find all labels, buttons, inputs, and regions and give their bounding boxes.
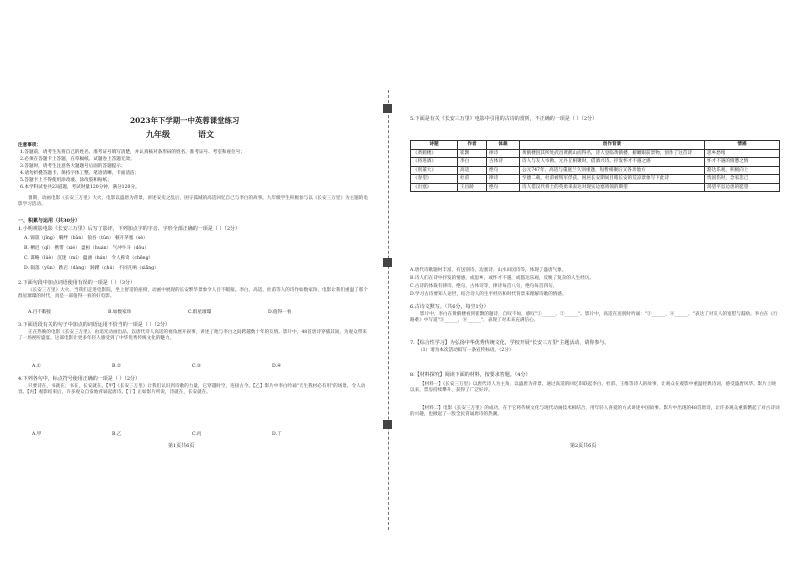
q3-option-d: D.④ <box>272 364 282 369</box>
table-cell: 崔颢 <box>458 149 487 158</box>
table-cell: 黄鹤楼因其所处武昌黄鹤山而得名，诗人登临黄鹤楼，俯瞰眼前景物，创作了这首诗 <box>520 149 705 158</box>
q5-option-a: A.唐代诗歌题材丰富，有送别诗、边塞诗、山水田园诗等，体现了盛唐气象。 <box>410 268 567 273</box>
question-6: 6.古诗文默写。（共6分，每空1分） <box>410 304 489 310</box>
exam-grade: 九年级 <box>146 129 170 139</box>
notice-heading: 注意事项： <box>18 143 41 148</box>
q1-option-c: C. 谋略（lüè） 沉迷（mí） 蕴涵（hán） 令人称奇（chēng） <box>24 256 154 261</box>
q3-option-a: A.① <box>32 364 41 369</box>
notice-item: 6.本学科试卷共23道题，考试时量120分钟，满分120分。 <box>20 185 140 190</box>
table-row <box>411 175 780 184</box>
q2-option-d: D.值得一看 <box>268 310 292 315</box>
material-2: 【材料二】电影《长安三万里》的成功，在于它将传统文化与现代动画技术相结合，用年轻人喜爱的方式讲述中国故事。影片中出现的48首唐诗，让许多观众重新燃起了对古诗词的兴趣，也掀起了一股全民背诵唐诗的热潮。 <box>410 406 780 418</box>
q4-option-c: C.丙 <box>192 432 202 437</box>
table-cell: 《春望》 <box>411 175 458 184</box>
section-heading: 一、积累与运用（共30分） <box>18 218 80 224</box>
table-row <box>411 158 780 167</box>
table-cell: 《将进酒》 <box>411 158 458 167</box>
binding-mark <box>383 104 392 113</box>
table-cell: 古体诗 <box>487 158 520 167</box>
table-cell: 忧国伤时，念家悲己 <box>705 175 780 184</box>
poem-table <box>410 140 780 192</box>
q1-option-b: B. 栖迟（qī） 携带（xié） 盘桓（huán） 气冲牛斗（dǒu） <box>24 246 149 251</box>
table-cell: 诗人借汉代将士的英勇来表达对现实边塞将领的期望 <box>520 183 705 192</box>
material-1: 【材料一】《长安三万里》以唐代诗人为主角，以盛唐为背景，通过高适的回忆串联起李白、杜甫、王维等诗人的故事，让观众在观影中重温经典诗词，感受盛唐风华。影片上映以来，票房持续攀升，获得了广泛好评。 <box>410 382 777 394</box>
question-3: 3.下面语段有关的句子中加点的词语运用不恰当的一项是（ ）（2分） <box>18 322 171 328</box>
q5-option-d: D.学习古诗要知人论世，结合诗人的生平经历和时代背景来理解诗歌的情感。 <box>410 292 567 297</box>
q2-option-b: B.如数家珍 <box>108 310 132 315</box>
q4-option-d: D.丁 <box>272 432 282 437</box>
exam-title: 2023年下学期一中英蓉课堂练习 <box>130 116 240 125</box>
question-7: 7.【综合性学习】为弘扬中华优秀传统文化，学校开展"长安三万里"主题活动，请你参与。 <box>410 340 610 346</box>
q1-option-a: A. 锦簇（jǐng） 羁绊（bàn） 狼吞（tūn） 顿开茅塞（sè） <box>24 236 148 241</box>
page-footer-right: 第2页共6页 <box>570 443 597 449</box>
q4-passage: 只要诗在，书就在；书在，长安就在。【甲】《长安三万里》让我们认识到诗歌的力量，它穿越时空，连接古今。【乙】影片中李白吟诵"天生我材必有用"的场景，令人动容。【丙】观影结束后，许多观众自发地背诵起唐诗。【丁】正如影片所说，诗就在，长安就在。 <box>18 384 366 396</box>
intro-paragraph: 暑期，动画电影《长安三万里》大火，电影以盛唐为背景，讲述安史之乱后，困守孤城的高适回忆自己与李白的故事。九年级学生积极参与以《长安三万里》为主题的电影学习活动。 <box>18 196 368 208</box>
notice-item: 1.答题前，请考生先将自己的姓名、准考证号填写清楚，并认真核对条形码的姓名、准考证号、考室和座位号； <box>20 150 245 155</box>
table-header-cell: 体裁 <box>487 141 520 150</box>
table-cell: 高适 <box>458 166 487 175</box>
q2-option-a: A.目不暇接 <box>28 310 52 315</box>
question-8: 8.【材料探究】阅读下面的材料，按要求答题。（4分） <box>410 372 531 378</box>
q5-option-c: C.古诗的体裁有律诗、绝句、古体诗等，律诗每首八句，绝句每首四句。 <box>410 284 558 289</box>
page-footer-left: 第1页共6页 <box>168 443 195 449</box>
table-cell: 公元747年，高适与董庭兰久别重逢，短暂相聚后又各奔他方 <box>520 166 705 175</box>
table-cell: 王昌龄 <box>458 183 487 192</box>
table-cell: 绝句 <box>487 183 520 192</box>
table-cell: 《出塞》 <box>411 183 458 192</box>
notice-item: 5.答题卡上不得使用涂改液、涂改胶和贴纸； <box>20 178 112 183</box>
table-row <box>411 166 780 175</box>
q5-option-b: B.诗人们在诗中抒发的情感，或思乡，或怀才不遇，或豁达乐观，反映了复杂的人生经历。 <box>410 276 594 281</box>
question-4: 4.下列各句中，标点符号使用正确的一项是（ ）（2分） <box>18 376 141 382</box>
left-page <box>18 0 370 561</box>
table-cell: 《别董大》 <box>411 166 458 175</box>
table-cell: 思乡愁绪 <box>705 149 780 158</box>
q7-subquestion: （1）请为本次活动拟写一条宣传标语。（2分） <box>418 348 514 353</box>
q4-option-a: A.甲 <box>32 432 42 437</box>
notice-item: 2.必须在答题卡上答题，在草稿纸、试题卷上答题无效； <box>20 157 135 162</box>
q3-passage: 正在热映的电影《长安三万里》，由追光动画出品，以唐代诗人高适的视角展开叙事，讲述了他与李白之间跨越数十年的友情。影片中，48首唐诗穿插其间，为观众带来了一场视听盛宴。这部电影让更多年轻人感受到了中华优秀传统文化的魅力。 <box>18 330 367 342</box>
table-header-cell: 诗题 <box>411 141 458 150</box>
table-cell: 《黄鹤楼》 <box>411 149 458 158</box>
q4-option-b: B.乙 <box>112 432 122 437</box>
table-cell: 律诗 <box>487 149 520 158</box>
notice-item: 4.请勿折叠答题卡，保持字体工整、笔迹清晰、卡面清洁； <box>20 171 140 176</box>
exam-subject: 语文 <box>198 129 214 139</box>
table-header-cell: 创作背景 <box>520 141 705 150</box>
q2-option-c: C.群星璀璨 <box>188 310 212 315</box>
q2-passage: 《长安三万里》大火，当我们走进电影院，坐上舒适的座椅，动画中展现的长安繁华景象令人目不暇接。李白、高适、杜甫等人的诗作如数家珍，电影让我们重温了那个群星璀璨的时代，真是一部值得一看的好电影。 <box>18 288 368 300</box>
table-cell: 绝句 <box>487 166 520 175</box>
table-cell: 豁达乐观，积极向上 <box>705 166 780 175</box>
question-1: 1.小明观影电影《长安三万里》后写了影评，下列加点字的字音、字形全部正确的一项是（ ）（2分） <box>18 226 241 232</box>
fold-line <box>388 90 390 530</box>
question-2: 2.下面句段中加点词语使用有误的一项是（ ）（3分） <box>18 280 136 286</box>
table-cell: 渴望平息边患的愿望 <box>705 183 780 192</box>
table-row <box>411 183 780 192</box>
table-header-cell: 作者 <box>458 141 487 150</box>
table-cell: 杜甫 <box>458 175 487 184</box>
table-cell: 怀才不遇的愤懑之情 <box>705 158 780 167</box>
table-cell: 至德二载，杜甫被叛军俘获，困居长安期间目睹长安的荒凉景象写下此诗 <box>520 175 705 184</box>
q6-passage: 影片中，李白在黄鹤楼看到崔颢的题诗，自叹不如，感叹"①______，②______"。影片中，高适在送别时吟诵："③______，④______。"表达了对友人的宽慰与鼓励。李白在《行路难》中写道"⑤______，⑥______"，表现了对未来充满信心。 <box>410 312 778 324</box>
table-cell: 李白 <box>458 158 487 167</box>
table-header-row <box>411 141 780 150</box>
table-cell: 诗人与友人岑勋、元丹丘相聚时，借酒兴诗，抒发怀才不遇之感 <box>520 158 705 167</box>
notice-item: 3.答题时，请考生注意各大题题号后面的答题提示； <box>20 164 126 169</box>
table-row <box>411 149 780 158</box>
question-5: 5.下面是有关《长安三万里》电影中引用的古诗的赏析，不正确的一项是（ ）（2分） <box>410 116 598 122</box>
q3-option-c: C.③ <box>192 364 201 369</box>
binding-mark <box>383 420 392 429</box>
q3-option-b: B.② <box>112 364 121 369</box>
table-cell: 律诗 <box>487 175 520 184</box>
q1-option-d: D. 陨落（yǔn） 跌宕（dàng） 踌躇（chú） 不同凡响（xiǎng） <box>24 266 159 271</box>
table-header-cell: 情感 <box>705 141 780 150</box>
binding-mark <box>383 258 392 267</box>
